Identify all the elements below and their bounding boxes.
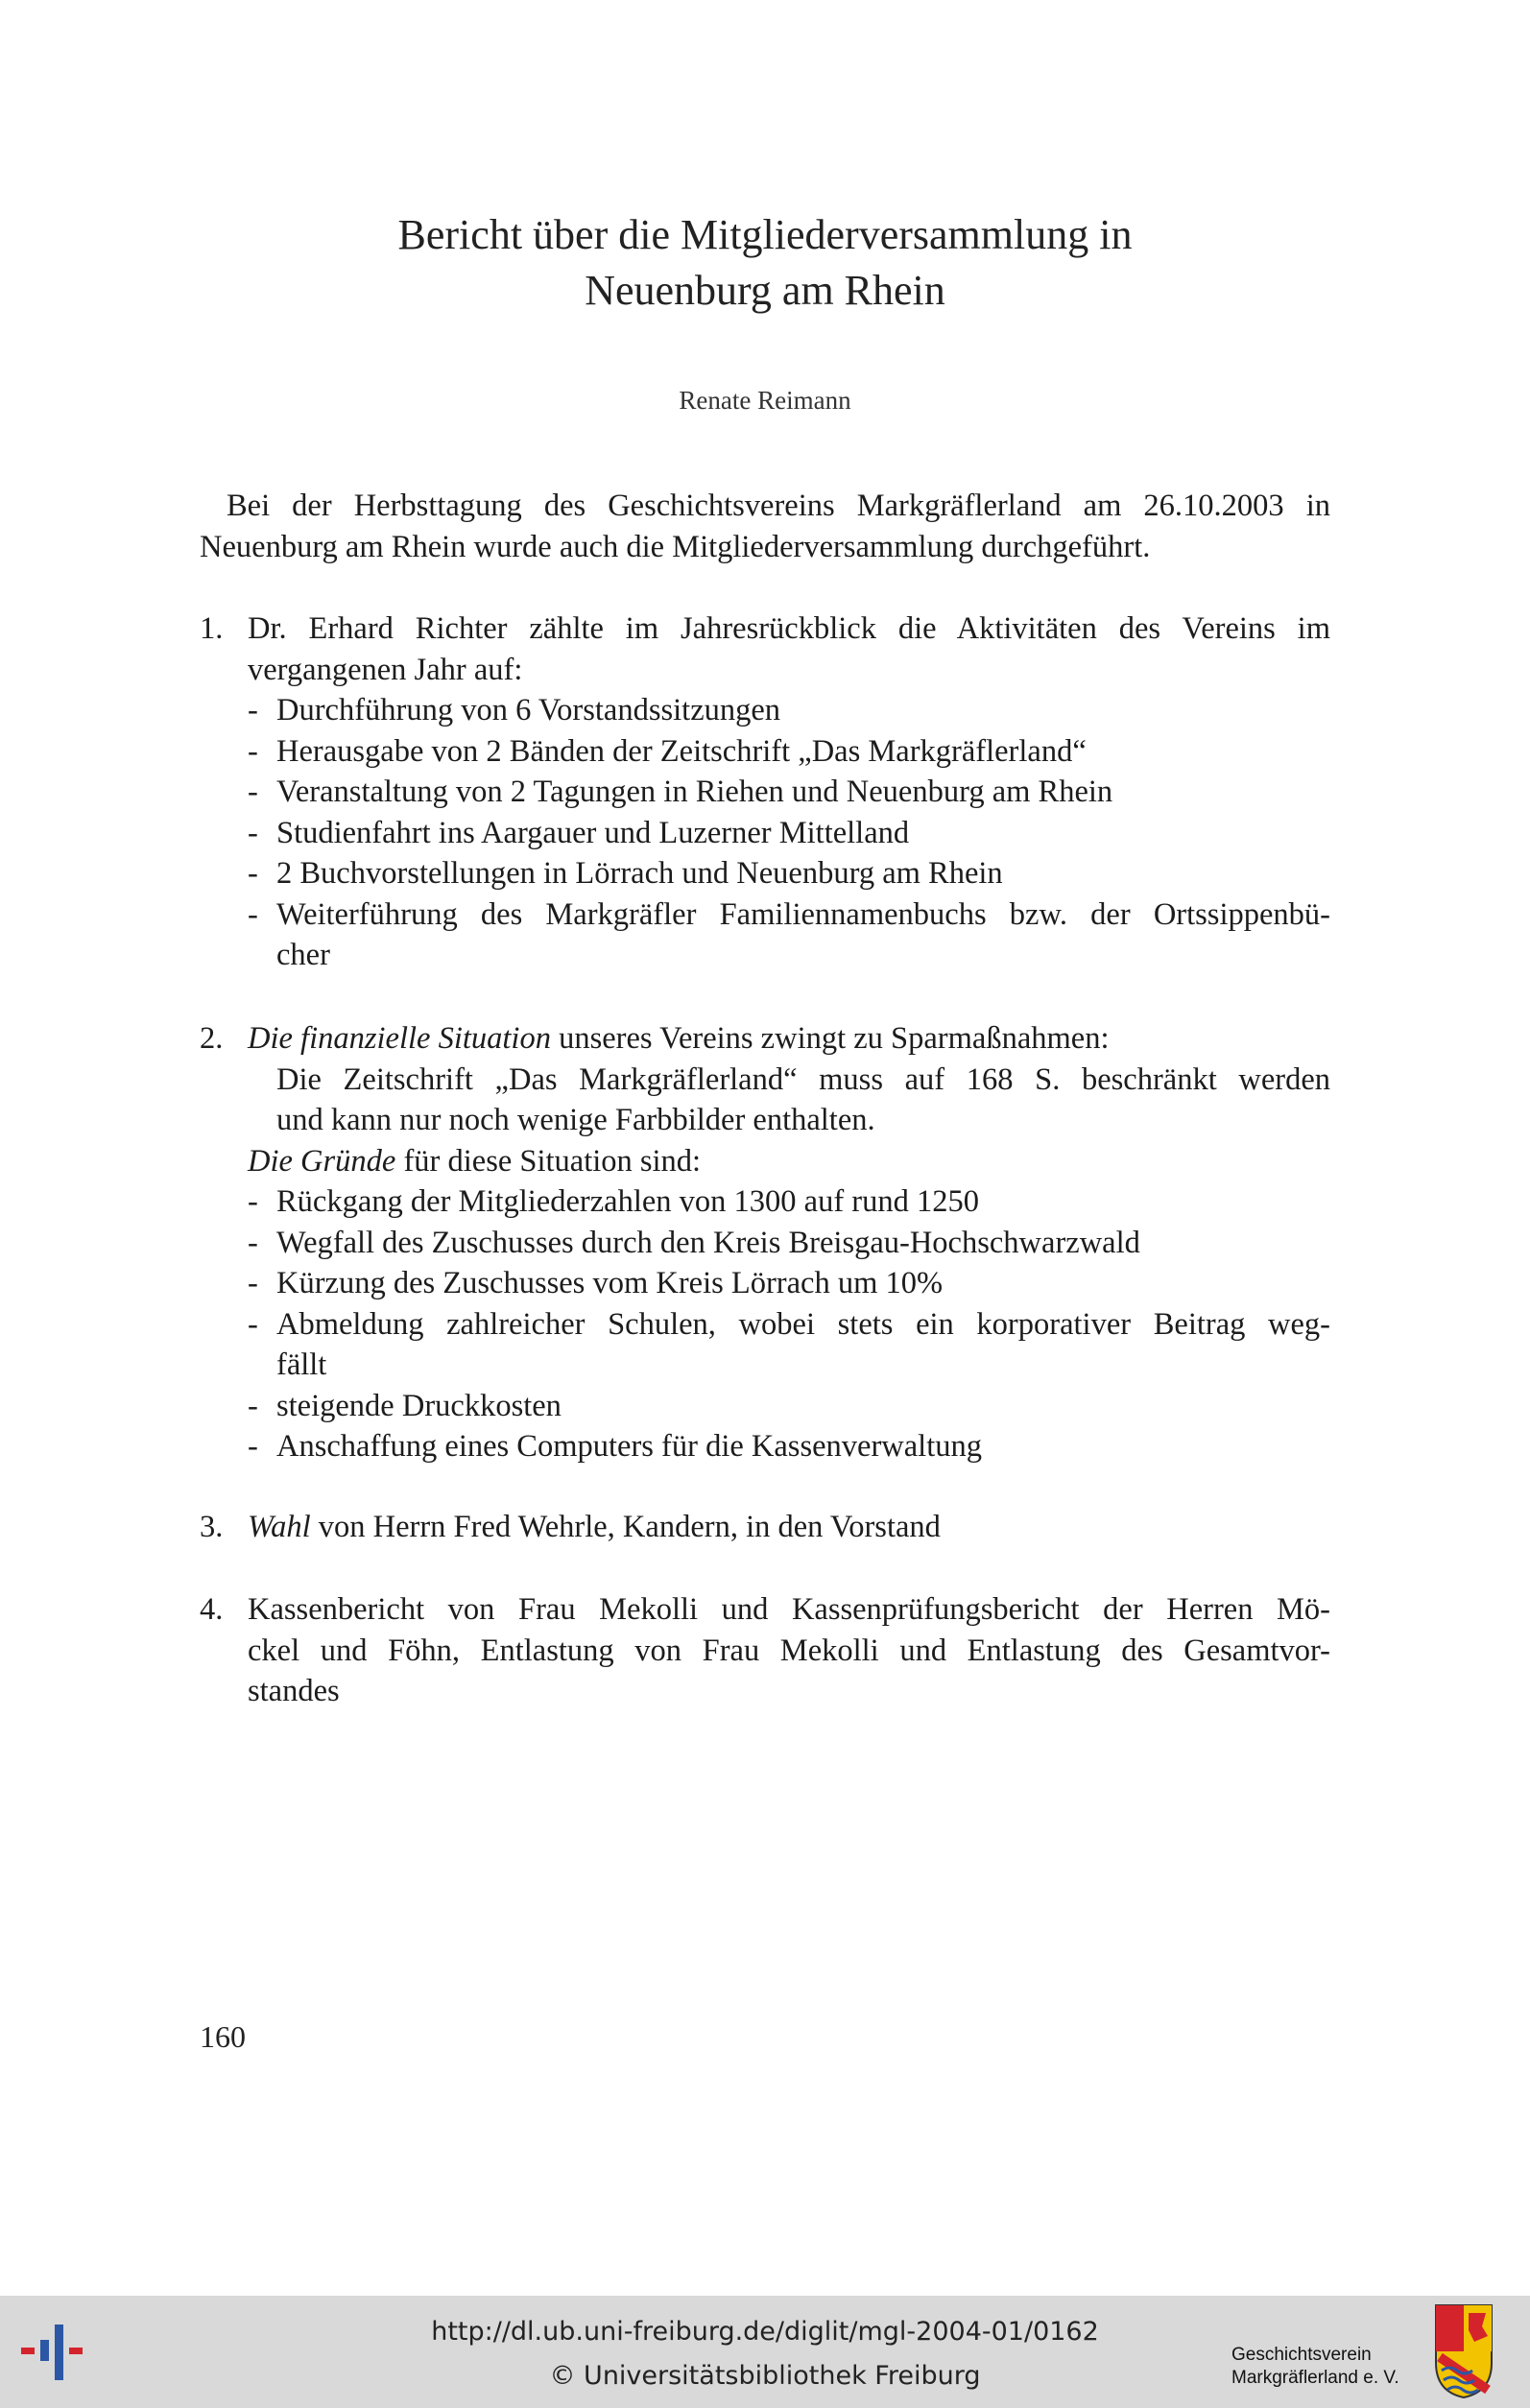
- bullet-item: - 2 Buchvorstellungen in Lörrach und Neuenburg am Rhein: [248, 856, 1003, 891]
- bullet-item: - Anschaffung eines Computers für die Kassenverwaltung: [248, 1429, 982, 1464]
- intro-line-1: Bei der Herbsttagung des Geschichtsvereins Markgräflerland am 26.10.2003 in: [227, 489, 1330, 523]
- bullet-item: - Studienfahrt ins Aargauer und Luzerner Mittelland: [248, 815, 910, 850]
- item-4-line-2: ckel und Föhn, Entlastung von Frau Mekolli und Entlastung des Gesamtvor-: [248, 1633, 1330, 1668]
- bullet-item: - Weiterführung des Markgräfler Familiennamenbuchs bzw. der Ortssippenbü-: [248, 896, 1330, 932]
- bullet-item: - Abmeldung zahlreicher Schulen, wobei stets ein korporativer Beitrag weg-: [248, 1306, 1330, 1342]
- bullet-item: - steigende Druckkosten: [248, 1388, 562, 1423]
- item-1-line-1: Dr. Erhard Richter zählte im Jahresrückblick die Aktivitäten des Vereins im: [248, 611, 1330, 646]
- item-3-text: Wahl von Herrn Fred Wehrle, Kandern, in den Vorstand: [248, 1510, 941, 1544]
- bullet-continuation: cher: [276, 938, 330, 972]
- coat-of-arms-icon: [1434, 2303, 1494, 2399]
- bullet-continuation: fällt: [276, 1347, 327, 1382]
- footer-bar: [0, 2296, 1530, 2408]
- item-2-intro: Die finanzielle Situation unseres Vereins zwingt zu Sparmaßnahmen:: [248, 1021, 1110, 1056]
- item-2-sub-line-2: und kann nur noch wenige Farbbilder enthalten.: [276, 1103, 875, 1137]
- bullet-item: - Durchführung von 6 Vorstandssitzungen: [248, 693, 781, 727]
- item-1-line-2: vergangenen Jahr auf:: [248, 652, 523, 687]
- article-title-line-1: Bericht über die Mitgliederversammlung in: [397, 211, 1133, 258]
- bullet-item: - Kürzung des Zuschusses vom Kreis Lörrach um 10%: [248, 1266, 944, 1300]
- author-name: Renate Reimann: [679, 386, 851, 415]
- copyright-notice: © Universitätsbibliothek Freiburg: [549, 2361, 981, 2391]
- article-title-line-2: Neuenburg am Rhein: [585, 267, 945, 314]
- item-number: 3.: [200, 1510, 224, 1544]
- society-name: Geschichtsverein Markgräflerland e. V.: [1231, 2345, 1399, 2388]
- item-number: 2.: [200, 1021, 224, 1056]
- item-number: 1.: [200, 611, 224, 646]
- intro-paragraph: [200, 486, 1330, 567]
- item-number: 4.: [200, 1592, 224, 1627]
- bullet-item: - Rückgang der Mitgliederzahlen von 1300 auf rund 1250: [248, 1184, 979, 1219]
- list-item-3: [200, 1507, 1330, 1548]
- bullet-item: - Herausgabe von 2 Bänden der Zeitschrift „Das Markgräflerland“: [248, 733, 1087, 769]
- item-2-reasons: Die Gründe für diese Situation sind:: [248, 1143, 702, 1179]
- item-2-sub-line-1: Die Zeitschrift „Das Markgräflerland“ muss auf 168 S. beschränkt werden: [276, 1061, 1330, 1097]
- list-item-2: [200, 1018, 1330, 1467]
- bullet-item: - Veranstaltung von 2 Tagungen in Riehen und Neuenburg am Rhein: [248, 775, 1113, 809]
- list-item-1: [200, 608, 1330, 976]
- document-url-link[interactable]: http://dl.ub.uni-freiburg.de/diglit/mgl-2004-01/0162: [431, 2317, 1099, 2347]
- list-item-4: [200, 1589, 1330, 1712]
- page-number: 160: [200, 2019, 246, 2054]
- item-4-line-1: Kassenbericht von Frau Mekolli und Kassenprüfungsbericht der Herren Mö-: [248, 1592, 1330, 1627]
- intro-line-2: Neuenburg am Rhein wurde auch die Mitgliederversammlung durchgeführt.: [200, 529, 1151, 564]
- bullet-item: - Wegfall des Zuschusses durch den Kreis Breisgau-Hochschwarzwald: [248, 1225, 1140, 1260]
- item-4-line-3: standes: [248, 1674, 340, 1708]
